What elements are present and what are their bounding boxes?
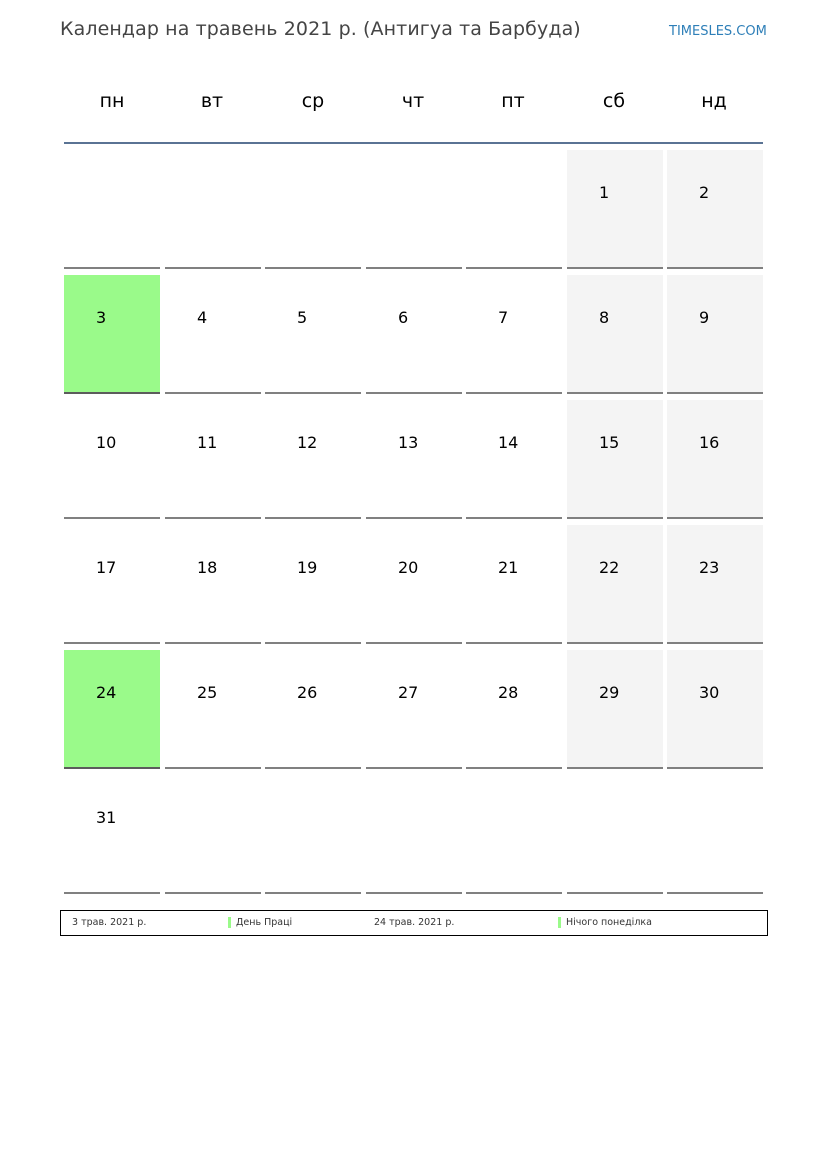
day-cell [165,400,261,519]
legend-date: 24 трав. 2021 р. [374,917,455,928]
weekday-tue: вт [200,90,224,112]
legend-holiday-marker [558,917,561,928]
day-number: 10 [96,433,117,452]
day-cell [567,150,663,269]
day-cell [64,150,160,269]
day-cell [366,650,462,769]
page-title: Календар на травень 2021 р. (Антигуа та Барбуда) [60,18,581,40]
day-number: 16 [699,433,720,452]
brand-link[interactable]: TIMESLES.COM [669,24,767,39]
day-cell [466,775,562,894]
day-number: 28 [498,683,519,702]
day-number: 30 [699,683,720,702]
day-number: 8 [599,308,610,327]
day-number: 3 [96,308,107,327]
day-cell [667,650,763,769]
day-cell [466,150,562,269]
day-number: 17 [96,558,117,577]
legend-date: 3 трав. 2021 р. [72,917,147,928]
day-number: 22 [599,558,620,577]
day-cell [667,275,763,394]
day-cell [366,150,462,269]
day-number: 26 [297,683,318,702]
day-cell [265,775,361,894]
weekday-header [64,90,764,120]
day-cell [366,525,462,644]
day-cell [64,775,160,894]
day-cell [265,525,361,644]
day-cell [567,650,663,769]
day-cell [165,775,261,894]
day-cell [466,275,562,394]
day-number: 13 [398,433,419,452]
day-number: 21 [498,558,519,577]
day-cell [366,400,462,519]
weekday-fri: пт [501,90,525,112]
day-cell [466,400,562,519]
holiday-day-cell [64,650,160,769]
day-cell [667,150,763,269]
day-number: 19 [297,558,318,577]
day-cell [667,775,763,894]
day-number: 20 [398,558,419,577]
weekday-sat: сб [602,90,626,112]
day-cell [567,775,663,894]
day-cell [567,275,663,394]
day-number: 27 [398,683,419,702]
day-number: 2 [699,183,710,202]
day-number: 23 [699,558,720,577]
holiday-legend [60,910,768,936]
day-number: 11 [197,433,218,452]
day-cell [366,775,462,894]
day-cell [165,525,261,644]
header-divider [64,142,763,144]
day-cell [165,650,261,769]
day-cell [64,400,160,519]
day-number: 25 [197,683,218,702]
day-cell [567,525,663,644]
day-number: 31 [96,808,117,827]
day-cell [265,275,361,394]
day-number: 5 [297,308,308,327]
day-number: 24 [96,683,117,702]
day-cell [466,525,562,644]
day-cell [64,525,160,644]
legend-holiday-name: День Праці [236,917,293,928]
day-cell [265,150,361,269]
day-number: 14 [498,433,519,452]
day-number: 29 [599,683,620,702]
legend-holiday-marker [228,917,231,928]
day-number: 7 [498,308,509,327]
day-cell [265,400,361,519]
weekday-wed: ср [301,90,325,112]
day-number: 1 [599,183,610,202]
weekday-thu: чт [401,90,425,112]
day-cell [667,400,763,519]
day-cell [165,150,261,269]
day-number: 9 [699,308,710,327]
day-number: 12 [297,433,318,452]
day-number: 15 [599,433,620,452]
day-cell [567,400,663,519]
day-cell [667,525,763,644]
day-number: 4 [197,308,208,327]
day-number: 6 [398,308,409,327]
legend-holiday-name: Нічого понеділка [566,917,652,928]
day-cell [466,650,562,769]
day-cell [265,650,361,769]
day-cell [165,275,261,394]
day-cell [366,275,462,394]
weekday-sun: нд [701,90,727,112]
weekday-mon: пн [99,90,125,112]
holiday-day-cell [64,275,160,394]
day-number: 18 [197,558,218,577]
